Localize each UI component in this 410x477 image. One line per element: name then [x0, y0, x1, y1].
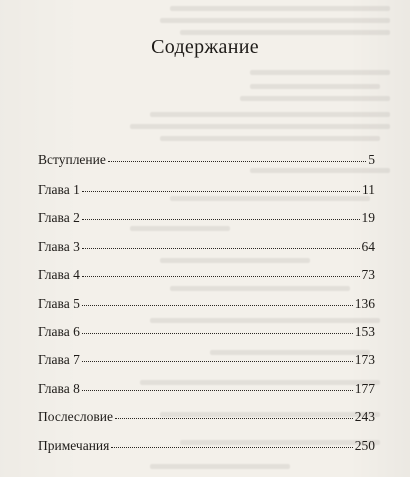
toc-entry	[38, 322, 375, 340]
toc-entry-label: Вступление	[38, 152, 106, 167]
dot-leader	[82, 208, 360, 222]
toc-entry	[38, 350, 375, 368]
toc-entry	[38, 379, 375, 397]
toc-entry-label: Глава 6	[38, 324, 80, 339]
dot-leader	[82, 294, 353, 308]
toc-entry	[38, 180, 375, 198]
toc-entry-label: Глава 2	[38, 210, 80, 225]
dot-leader	[82, 322, 353, 336]
toc-entry-page: 64	[361, 239, 375, 254]
dot-leader	[82, 379, 353, 393]
dot-leader	[115, 407, 353, 421]
toc-entry-label: Глава 7	[38, 352, 80, 367]
toc-entry-page: 250	[354, 438, 375, 453]
toc-entry	[38, 407, 375, 425]
dot-leader	[82, 180, 360, 194]
toc-entry-label: Глава 3	[38, 239, 80, 254]
toc-entry	[38, 237, 375, 255]
dot-leader	[82, 265, 360, 279]
toc-entry-page: 173	[354, 352, 375, 367]
toc-entry-label: Глава 4	[38, 267, 80, 282]
toc-entry-page: 153	[354, 324, 375, 339]
toc-entry-page: 243	[354, 409, 375, 424]
dot-leader	[82, 237, 360, 251]
toc-entry	[38, 436, 375, 454]
toc-entry	[38, 208, 375, 226]
toc-entry-page: 5	[368, 152, 375, 167]
toc-entry-page: 177	[354, 381, 375, 396]
toc-entry	[38, 294, 375, 312]
toc-entry-page: 11	[362, 182, 375, 197]
toc-entry	[38, 150, 375, 168]
dot-leader	[108, 150, 366, 164]
dot-leader	[111, 436, 352, 450]
toc-entry-label: Глава 1	[38, 182, 80, 197]
page-title: Содержание	[151, 36, 259, 58]
toc-entry-label: Глава 8	[38, 381, 80, 396]
toc-entry-label: Примечания	[38, 438, 110, 453]
toc-entry-label: Послесловие	[38, 409, 113, 424]
toc-entry-page: 19	[361, 210, 375, 225]
dot-leader	[82, 350, 353, 364]
toc-entry	[38, 265, 375, 283]
toc-entry-label: Глава 5	[38, 296, 80, 311]
toc-entry-page: 73	[361, 267, 375, 282]
toc-entry-page: 136	[354, 296, 375, 311]
